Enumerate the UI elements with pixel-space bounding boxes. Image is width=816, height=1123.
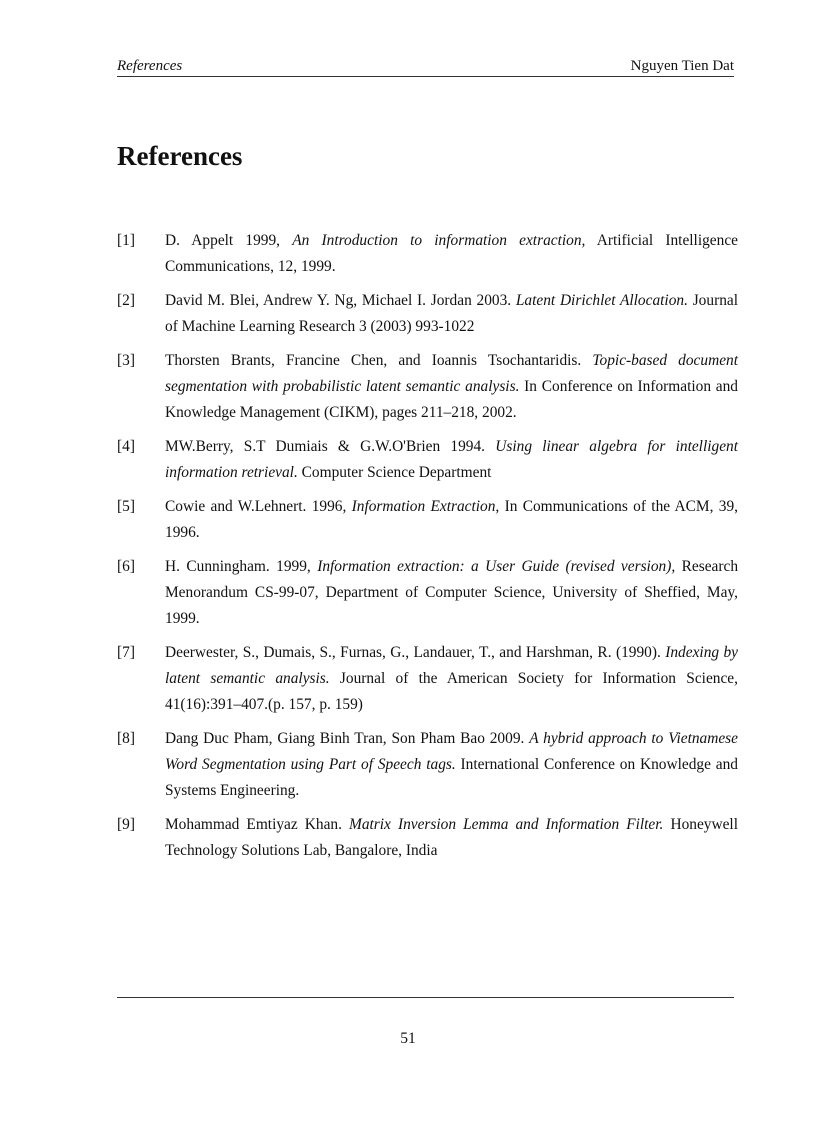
reference-item [117,348,738,426]
reference-authors: MW.Berry, S.T Dumiais & G.W.O'Brien 1994. [165,438,496,455]
reference-authors: Thorsten Brants, Francine Chen, and Ioannis Tsochantaridis. [165,352,593,369]
reference-authors: Dang Duc Pham, Giang Binh Tran, Son Pham Bao 2009. [165,730,530,747]
reference-source: In Communications of the ACM, 39, 1996. [165,498,738,541]
reference-text [165,640,738,718]
reference-text [165,288,738,340]
reference-number: [6] [117,558,135,575]
reference-source: Research Menorandum CS-99-07, Department of Computer Science, University of Sheffied, May, 1999. [165,558,739,627]
reference-number: [2] [117,292,135,309]
reference-number: [1] [117,232,135,249]
reference-item [117,554,738,632]
reference-title: Latent Dirichlet Allocation. [515,292,688,309]
reference-title: Information Extraction, [351,498,500,515]
reference-item [117,434,738,486]
reference-text [165,812,738,864]
page-number: 51 [400,1030,416,1047]
reference-authors: D. Appelt 1999, [165,232,293,249]
reference-source: Journal of the American Society for Information Science, 41(16):391–407.(p. 157, p. 159) [165,670,738,713]
reference-authors: Cowie and W.Lehnert. 1996, [165,498,352,515]
reference-title: Using linear algebra for intelligent information retrieval. [165,438,738,481]
reference-source: In Conference on Information and Knowledge Management (CIKM), pages 211–218, 2002. [165,378,738,421]
reference-number: [8] [117,730,135,747]
reference-title: Matrix Inversion Lemma and Information Filter. [349,816,664,833]
reference-item [117,812,738,864]
reference-number: [4] [117,438,135,455]
reference-authors: David M. Blei, Andrew Y. Ng, Michael I. Jordan 2003. [165,292,516,309]
reference-item [117,726,738,804]
reference-text [165,726,738,804]
reference-list [117,228,738,872]
reference-title: Indexing by latent semantic analysis. [165,644,739,687]
reference-text [165,228,738,280]
reference-title: Information extraction: a User Guide (revised version), [317,558,676,575]
reference-source: International Conference on Knowledge and Systems Engineering. [165,756,738,799]
reference-item [117,494,738,546]
reference-authors: Deerwester, S., Dumais, S., Furnas, G., Landauer, T., and Harshman, R. (1990). [165,644,666,661]
reference-authors: H. Cunningham. 1999, [165,558,318,575]
reference-source: Journal of Machine Learning Research 3 (2003) 993-1022 [165,292,738,335]
reference-text [165,434,738,486]
reference-number: [5] [117,498,135,515]
header-section-title: References [117,58,183,74]
reference-title: A hybrid approach to Vietnamese Word Segmentation using Part of Speech tags. [165,730,739,773]
header-author: Nguyen Tien Dat [630,58,734,74]
page-title: References [117,141,243,171]
reference-item [117,228,738,280]
reference-text [165,494,738,546]
reference-number: [9] [117,816,135,833]
reference-authors: Mohammad Emtiyaz Khan. [165,816,349,833]
footer-divider [117,997,734,998]
running-header [117,57,734,77]
reference-source: Honeywell Technology Solutions Lab, Bangalore, India [165,816,738,859]
reference-item [117,640,738,718]
reference-number: [7] [117,644,135,661]
reference-source: Computer Science Department [297,464,492,481]
reference-text [165,554,738,632]
reference-source: Artificial Intelligence Communications, 12, 1999. [165,232,738,275]
reference-title: Topic-based document segmentation with probabilistic latent semantic analysis. [165,352,739,395]
reference-number: [3] [117,352,135,369]
reference-item [117,288,738,340]
reference-title: An Introduction to information extraction, [292,232,586,249]
reference-text [165,348,738,426]
